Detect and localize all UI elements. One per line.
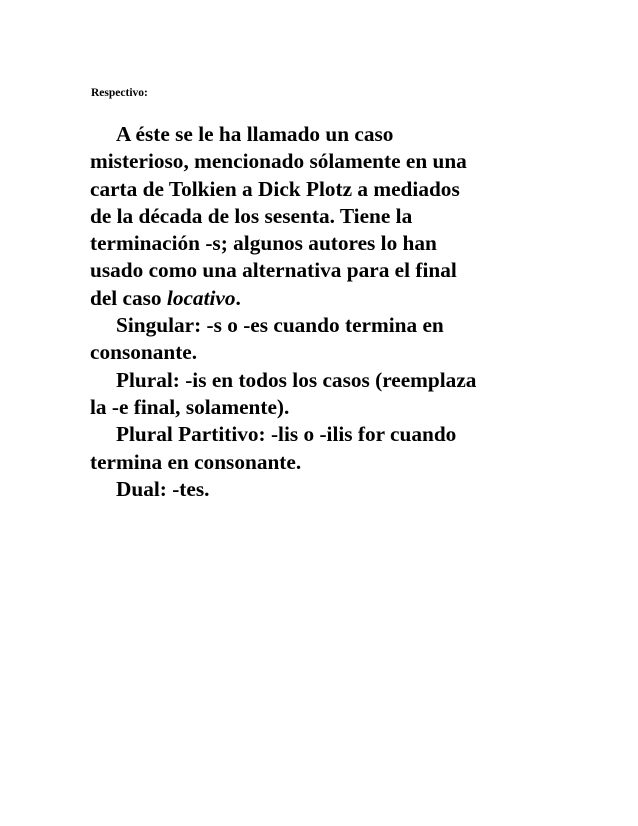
paragraph-4-line-1: Plural Partitivo: -lis o -ilis for cuando: [116, 422, 457, 447]
section-heading: Respectivo:: [91, 87, 148, 99]
document-body: [90, 121, 550, 503]
paragraph-4-line-2: termina en consonante.: [90, 449, 302, 474]
paragraph-1-line-4: de la década de los sesenta. Tiene la: [90, 203, 413, 228]
italic-term: locativo: [166, 285, 236, 310]
line-suffix: .: [235, 285, 241, 310]
paragraph-2-line-1: Singular: -s o -es cuando termina en: [116, 313, 444, 338]
paragraph-1-line-6: usado como una alternativa para el final: [90, 258, 457, 283]
paragraph-1-line-2: misterioso, mencionado sólamente en una: [90, 149, 467, 174]
paragraph-3-line-1: Plural: -is en todos los casos (reemplaza: [116, 367, 477, 392]
paragraph-1-line-5: terminación -s; algunos autores lo han: [90, 231, 437, 256]
paragraph-5-line-1: Dual: -tes.: [116, 476, 210, 501]
paragraph-1-line-7: [90, 285, 550, 312]
paragraph-1-line-3: carta de Tolkien a Dick Plotz a mediados: [90, 176, 460, 201]
paragraph-3-line-2: la -e final, solamente).: [90, 394, 290, 419]
paragraph-2-line-2: consonante.: [90, 340, 198, 365]
paragraph-1-line-1: A éste se le ha llamado un caso: [116, 122, 394, 146]
line-prefix: del caso: [90, 285, 167, 310]
